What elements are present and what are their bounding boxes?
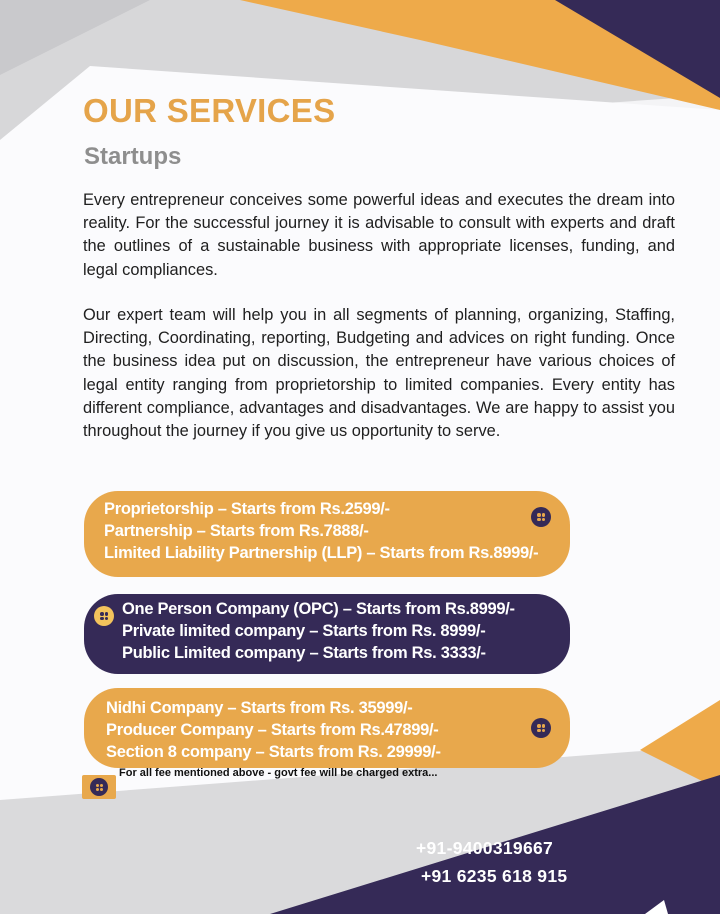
page-title: OUR SERVICES	[83, 92, 336, 129]
grid-dots-icon	[94, 606, 114, 626]
price-item: Limited Liability Partnership (LLP) – Starts from Rs.8999/-	[104, 544, 539, 562]
grid-dots-icon	[82, 775, 116, 799]
phone-number-1[interactable]: +91-9400319667	[416, 838, 554, 858]
price-item: One Person Company (OPC) – Starts from Rs.8999/-	[122, 600, 515, 618]
pricing-group-special	[84, 688, 570, 768]
price-item: Private limited company – Starts from Rs. 8999/-	[122, 622, 486, 640]
price-item: Proprietorship – Starts from Rs.2599/-	[104, 500, 390, 518]
intro-paragraph: Every entrepreneur conceives some powerful ideas and executes the dream into reality. For the successful journey it is advisable to consult with experts and draft the outlines of a sustainable business with appropriate licenses, funding, and legal compliances.	[83, 191, 675, 279]
price-item: Public Limited company – Starts from Rs. 3333/-	[122, 644, 486, 662]
services-paragraph: Our expert team will help you in all segments of planning, organizing, Staffing, Directing, Coordinating, reporting, Budgeting and advices on right funding. Once the business idea put on discussion, the entrepreneur have various choices of legal entity ranging from proprietorship to limited companies. Every entity has different compliance, advantages and disadvantages. We are happy to assist you throughout the journey if you give us opportunity to serve.	[83, 306, 675, 441]
phone-number-2[interactable]: +91 6235 618 915	[421, 866, 568, 886]
price-item: Section 8 company – Starts from Rs. 29999/-	[106, 743, 441, 761]
grid-dots-icon	[531, 718, 551, 738]
price-item: Partnership – Starts from Rs.7888/-	[104, 522, 369, 540]
fee-note: For all fee mentioned above - govt fee will be charged extra...	[119, 767, 438, 779]
price-item: Nidhi Company – Starts from Rs. 35999/-	[106, 699, 413, 717]
section-subtitle: Startups	[84, 143, 182, 170]
pricing-group-companies	[84, 594, 570, 674]
grid-dots-icon	[531, 507, 551, 527]
price-item: Producer Company – Starts from Rs.47899/-	[106, 721, 439, 739]
pricing-group-llp	[84, 491, 570, 577]
